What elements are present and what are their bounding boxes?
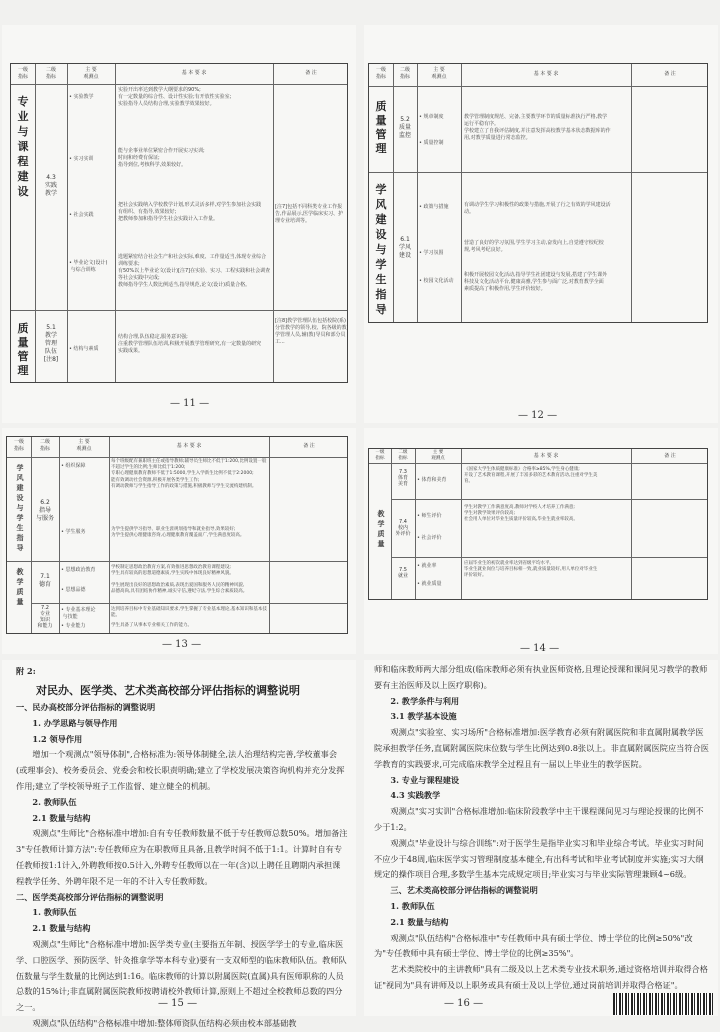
page-number: — 13 — xyxy=(162,639,202,650)
level2-label: 6.1 学风 建设 xyxy=(398,236,411,259)
paragraph: 观测点"生师比"合格标准中增加:医学类专业(主要指五年制、授医学学士的专业,临床医学、口腔医学、预防医学、针灸推拿学等本科专业)要有一支双师型的临床教师队伍。教师队伍数量与学生数量的比例达到1:16。临床教师的计算以附属医院(直属)具有医师职称的人员总数的15%计;非直属附属医院教师按聘请校外教师计算,原则上不超过全校教师总数的四分之一。 xyxy=(16,938,347,1013)
paragraph: 师和临床教师两大部分组成(临床教师必须有执业医师资格,且理论授课和课间见习教学的教师要有主治医师及以上医疗职称)。 xyxy=(374,664,708,690)
section-heading: 二、医学类高校部分评估指标的调整说明 xyxy=(16,891,164,902)
section-heading: 3. 专业与课程建设 xyxy=(390,774,460,785)
paragraph: 艺术类院校中的主讲教师"具有二级及以上艺术类专业技术职务,通过资格培训并取得合格证"视同为"具有讲师及以上职务或具有硕士及以上学位,通过岗前培训并取得合格证"。 xyxy=(374,964,708,990)
page-title: 对民办、医学类、艺术类高校部分评估指标的调整说明 xyxy=(36,684,300,697)
body-text xyxy=(16,700,348,1028)
header-req: 基 本 要 求 xyxy=(533,453,559,459)
level2-label: 5.2 质量 监控 xyxy=(398,116,411,139)
obs-item: • 校园文化活动 xyxy=(419,278,454,284)
paragraph: 观测点"队伍结构"合格标准中"专任教师中具有硕士学位、博士学位的比例≥50%"改为"专任教师中具有硕士学位、博士学位的比例≥35%"。 xyxy=(374,932,693,959)
note-text: [注7]包括不同科类专业工作报告,作品展示,医学临床实习、护理专业培训等。 xyxy=(275,204,344,224)
obs-item: • 学习氛围 xyxy=(419,250,444,256)
section-heading: 1. 办学思路与领导作用 xyxy=(32,717,118,728)
header-obs: 主 要 观测点 xyxy=(83,67,99,80)
obs-item: • 专业能力 xyxy=(61,623,86,629)
section-heading: 3.1 教学基本设施 xyxy=(390,711,457,722)
section-heading: 2. 教师队伍 xyxy=(32,796,77,807)
requirement-text: 学生具备了从事本专业相关工作的能力。 xyxy=(111,623,192,628)
section-heading: 2.1 数量与结构 xyxy=(32,923,91,934)
header-req: 基 本 要 求 xyxy=(181,70,207,76)
obs-item: • 组织保障 xyxy=(61,463,86,469)
level2-label: 7.4 校内 外评价 xyxy=(395,519,411,537)
requirement-text: 为学生提供学习指导、职业生涯规划指导和就业指导,效果较好; 为学生提供心理健康咨询,心理健康教育覆盖面广,学生满意度较高。 xyxy=(111,527,245,539)
level1-label: 质 量 管 理 xyxy=(375,100,387,155)
requirement-text: 选题紧密结合社会生产和社会实际,难度、工作量适当,体现专业综合训练要求; 有50%以上毕业论文(设计)[注7]在实验、实习、工程实践和社会调查等社会实践中完成; 教师指导学生人数比例适当,指导规范,论文(设计)质量合格。 xyxy=(118,254,271,288)
requirement-text: 有调动学生学习积极性的政策与措施,开展了行之有效的学风建设活 动。 xyxy=(464,202,611,215)
requirement-text: 每个班级配有兼职班主任或指导教师;辅导员生师比不低于1:200,比例设置一般不超过学生的比例;生师比低于1:200; 专职心理健康教育教师不低于1:5000,学生入学新生比例不低于2:2000; 能有效调动社会资源,积极开展各类学生工作; 有调动教师与学生指导工作的政策与措施,积极教师与学生交流构建机制。 xyxy=(111,459,267,489)
requirement-text: 能与企事业单位紧密合作开展实习实训; 时间和经费有保证; 指导到位,考核科学,效果较好。 xyxy=(118,148,205,168)
page-11 xyxy=(2,25,356,423)
header-l2: 二级 指标 xyxy=(399,67,410,80)
header-note: 备 注 xyxy=(303,443,315,449)
obs-item: • 就业率 xyxy=(417,563,437,569)
requirement-text: 达到培养目标中专业基础知识要求,学生掌握了专业基本理论,基本知识和基本技能。 xyxy=(111,607,267,619)
criteria-table-p11 xyxy=(10,63,348,383)
level1-label: 学 风 建 设 与 学 生 指 导 xyxy=(16,464,24,552)
page-16 xyxy=(364,660,718,1016)
header-obs: 主 要 观测点 xyxy=(76,439,92,452)
header-obs: 主 要 观测点 xyxy=(431,67,447,80)
obs-item: • 体育和美育 xyxy=(417,477,447,483)
paragraph: 观测点"毕业设计与综合训练":对于医学生是指毕业实习和毕业综合考试。毕业实习时间不应少于48周,临床医学实习管理制度基本健全,有出科考试和毕业考试制度并实施;实习大纲规定的操作项目合理,多数学生基本完成规定项目;毕业实习与毕业实际管理兼顾4~6级。 xyxy=(374,837,704,880)
requirement-text: 实验开出率达到教学大纲要求的90%; 有一定数量的综合性、设计性实验;有开放性实验室; 实验指导人员结构合理,实验教学效果较好。 xyxy=(118,87,232,107)
obs-item: • 社会实践 xyxy=(69,212,94,218)
obs-item: • 学生服务 xyxy=(61,529,86,535)
obs-item: • 思想品德 xyxy=(61,587,86,593)
page-number: — 12 — xyxy=(518,410,558,421)
appendix-label: 附 2: xyxy=(16,666,36,676)
header-note: 备 注 xyxy=(664,453,676,459)
requirement-text: 《国家大学生体质健康标准》合格率≥85%,学生身心健康; 开设了艺术教育课程,开展了丰富多彩的艺术教育活动,注重对学生美 育。 xyxy=(464,467,598,485)
level1-label: 教 学 质 量 xyxy=(16,568,24,606)
obs-item: • 实习实训 xyxy=(69,156,94,162)
requirement-text: 把社会实践纳入学校教学计划,形式灵活多样,对学生参加社会实践 有组织、有指导,效果较好; 把教师参加和指导学生社会实践计入工作量。 xyxy=(118,202,262,222)
requirement-text: 结构合理,队伍稳定,服务意识强; 注重教学管理队伍培训,积极开展教学管理研究,有一定数量的研究 实践成果。 xyxy=(118,334,262,354)
criteria-table-p13 xyxy=(6,436,348,634)
obs-item: • 师生评价 xyxy=(417,513,442,519)
header-l1: 一级 指标 xyxy=(375,67,386,80)
note-text: [注8]教学管理队伍包括校院(系)分管教学的领导,校、院各级的教学管理人员,辅(教)导员和部分员工... xyxy=(275,318,347,345)
page-12 xyxy=(364,25,718,423)
header-req: 基 本 要 求 xyxy=(533,71,559,77)
obs-item: • 质量控制 xyxy=(419,140,444,146)
page-number: — 16 — xyxy=(444,998,484,1009)
section-heading: 2.1 数量与结构 xyxy=(390,916,449,927)
header-obs: 主 要 观测点 xyxy=(431,450,445,461)
requirement-text: 营造了良好的学习氛围,学生学习主动,奋发向上,自觉遵守校纪校 规,考风考纪良好。 xyxy=(464,240,604,253)
paragraph: 观测点"实习实训"合格标准增加:临床阶段教学中主干课程课间见习与理论授课的比例不少于1:2。 xyxy=(374,806,704,832)
requirement-text: 积极开展校园文化活动,指导学生社团建设与发展,搭建了学生课外 科技及文化活动平台,健康高雅,学生参与面广泛,对教育教学全面 素质提高了积极作用,学生评价较好。 xyxy=(464,272,608,292)
level2-label: 7.3 体育 美育 xyxy=(397,469,408,487)
section-heading: 三、艺术类高校部分评估指标的调整说明 xyxy=(390,885,538,896)
criteria-table-p12 xyxy=(368,63,708,323)
header-l1: 一级 指标 xyxy=(375,450,385,461)
page-14 xyxy=(364,428,718,654)
page-13 xyxy=(2,428,356,654)
paragraph: 观测点"生师比"合格标准中增加:自有专任教师数量不低于专任教师总数50%。增加备注3"专任教师计算方法":专任教师应为在职教师且具备,且教学时间不低于1:1。计算时自有专任教师按1:1计入,外聘教师按0.5计入,外聘专任教师以在一年(含)以上聘任且聘期内承担课程教学任务、外聘年限不足一年的不计入专任教师数。 xyxy=(16,828,348,886)
paragraph: 增加一个观测点"领导体制",合格标准为:领导体制健全,法人治理结构完善,学校董事会(或理事会)、校务委员会、党委会和校长职责明确;建立了学校发展决策咨询机构并充分发挥作用;建立了学校领导班子工作监督、建立健全的机制。 xyxy=(16,749,345,791)
level2-label: 4.3 实践 教学 xyxy=(44,174,57,197)
page-number: — 15 — xyxy=(158,998,198,1009)
requirement-text: 学校制定思想政治教育方案,有效推进思想政治教育课程建设; 学生具有较高的思想道德素质,学生实践中体现良好精神风貌。 xyxy=(111,565,234,577)
page-number: — 11 — xyxy=(170,398,210,409)
level1-label: 专 业 与 课 程 建 设 xyxy=(17,95,29,198)
requirement-text: 应届毕业生的初次就业率达到省级平均水平。 毕业生就业岗位与培养目标相一致,就业质量较好,用人单位对毕业生 评价较好。 xyxy=(464,561,598,579)
body-text xyxy=(374,662,710,992)
header-l2: 二级 指标 xyxy=(39,439,50,452)
paragraph: 观测点"实验室、实习场所"合格标准增加:医学教育必须有附属医院和非直属附属教学医院承担教学任务,直属附属医院床位数与学生比例达到0.8张以上。非直属附属医院应当符合医学教育的实践要求,可完成临床教学全过程且有一届以上毕业生的教学医院。 xyxy=(374,727,709,769)
level2-label: 7.2 专业 知识 和能力 xyxy=(37,605,53,629)
section-heading: 1.2 领导作用 xyxy=(32,733,83,744)
section-heading: 1. 教师队伍 xyxy=(390,900,435,911)
page-15 xyxy=(2,660,356,1028)
obs-item: • 规章制度 xyxy=(419,114,444,120)
section-heading: 2.1 数量与结构 xyxy=(32,812,91,823)
requirement-text: 学生展现出良好的思想政治素质,表现出爱国和服务人民的精神风貌, 品德高尚,具有团结协作精神,诚实守信,遵纪守法,学生综合素质较高。 xyxy=(111,583,248,595)
obs-item: • 思想政治教育 xyxy=(61,567,96,573)
header-l2: 二级 指标 xyxy=(398,450,408,461)
obs-item: • 政策与措施 xyxy=(419,204,449,210)
criteria-table-p14 xyxy=(368,448,708,600)
section-heading: 2. 教学条件与利用 xyxy=(390,695,460,706)
barcode-icon xyxy=(613,993,713,1015)
section-heading: 4.3 实践教学 xyxy=(390,790,441,801)
header-l2: 二级 指标 xyxy=(45,67,56,80)
header-req: 基 本 要 求 xyxy=(176,443,202,449)
level2-label: 6.2 指导 与服务 xyxy=(35,499,54,522)
requirement-text: 学生对教学工作满意度高,教师对学校人才培养工作满意; 学生对教学效果评价较高; 社会用人单位对毕业生质量评价较高,毕业生就业率较高。 xyxy=(464,505,578,523)
header-l1: 一级 指标 xyxy=(17,67,28,80)
obs-item: • 毕业论文(设计) 与综合训练 xyxy=(69,260,108,273)
obs-item: • 就业质量 xyxy=(417,581,442,587)
obs-item: • 专业基本理论 与技能 xyxy=(61,607,96,620)
section-heading: 1. 教师队伍 xyxy=(32,907,77,918)
level1-label: 学 风 建 设 与 学 生 指 导 xyxy=(375,183,387,316)
level1-label: 质 量 管 理 xyxy=(17,322,29,377)
obs-item: • 社会评价 xyxy=(417,535,442,541)
obs-item: • 实验教学 xyxy=(69,94,94,100)
header-note: 备 注 xyxy=(305,70,317,76)
section-heading: 一、民办高校部分评估指标的调整说明 xyxy=(16,702,156,712)
level1-label: 教 学 质 量 xyxy=(377,510,385,548)
requirement-text: 教学管理制度规范、完备,主要教学环节的质量标准执行严格,教学 运行平稳有序。 学校建立了自我评估制度,并注意发挥高校教学基本状态数据库的作 用,对教学质量进行常态监控。 xyxy=(464,114,611,141)
page-number: — 14 — xyxy=(520,643,560,654)
obs-item: • 结构与素质 xyxy=(69,346,99,352)
level2-label: 5.1 教学 管理 队伍 [注8] xyxy=(43,324,59,363)
level2-label: 7.1 德育 xyxy=(38,573,51,588)
level2-label: 7.5 就业 xyxy=(397,567,408,579)
header-note: 备 注 xyxy=(664,71,676,77)
header-l1: 一级 指标 xyxy=(13,439,24,452)
paragraph: 观测点"队伍结构"合格标准中增加:整体师资队伍结构必须由校本部基础教 xyxy=(32,1017,297,1028)
